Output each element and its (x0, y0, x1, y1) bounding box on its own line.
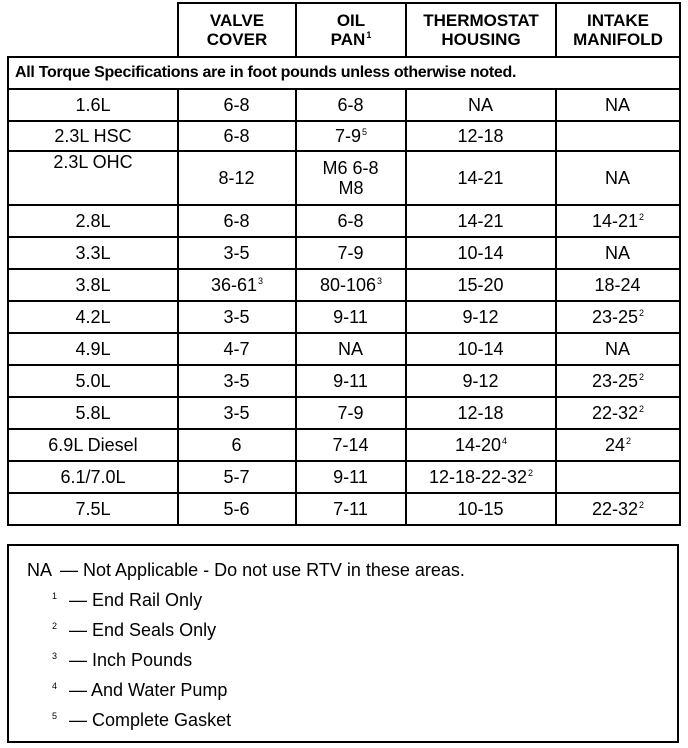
oil-pan-cell: $7-9^5$ (296, 121, 406, 151)
footnote-text: — End Seals Only (69, 620, 217, 640)
torque-table (7, 2, 681, 526)
footnote-symbol: NA (27, 560, 53, 580)
table-row (8, 333, 680, 365)
thermostat-cell: 10-15 (406, 493, 556, 525)
engine-cell: 3.8L (8, 269, 178, 301)
header-thermostat-housing: THERMOSTAT HOUSING (406, 3, 556, 57)
oil-pan-cell: 6-8 (296, 205, 406, 237)
footnote-text: — And Water Pump (69, 680, 228, 700)
intake-cell: $24^2$ (556, 429, 680, 461)
intake-cell: $23-25^2$ (556, 365, 680, 397)
footnote-item: $^5$ — Complete Gasket (52, 710, 232, 730)
valve-cover-cell: 3-5 (178, 237, 296, 269)
header-intake-manifold: INTAKE MANIFOLD (556, 3, 680, 57)
intake-cell: NA (556, 89, 680, 121)
table-row (8, 493, 680, 525)
intake-cell (556, 121, 680, 151)
header-row (8, 3, 680, 57)
valve-cover-cell: 6-8 (178, 89, 296, 121)
footnote-item: $^2$ — End Seals Only (52, 620, 217, 640)
engine-cell: 2.3L OHC (8, 151, 178, 205)
footnote-text: — Not Applicable - Do not use RTV in these areas. (60, 560, 465, 580)
thermostat-cell: 12-18 (406, 397, 556, 429)
oil-pan-cell: NA (296, 333, 406, 365)
footnote-text: — Inch Pounds (69, 650, 193, 670)
thermostat-cell: 15-20 (406, 269, 556, 301)
table-row (8, 461, 680, 493)
valve-cover-cell: 3-5 (178, 397, 296, 429)
footnotes (7, 544, 679, 743)
thermostat-cell: 10-14 (406, 237, 556, 269)
intake-cell: NA (556, 333, 680, 365)
thermostat-cell: 9-12 (406, 301, 556, 333)
intake-cell: NA (556, 151, 680, 205)
thermostat-cell: 10-14 (406, 333, 556, 365)
header-valve-cover: VALVE COVER (178, 3, 296, 57)
valve-cover-cell: 6-8 (178, 121, 296, 151)
oil-pan-cell: 7-14 (296, 429, 406, 461)
thermostat-cell: 14-21 (406, 151, 556, 205)
oil-pan-cell: 7-11 (296, 493, 406, 525)
engine-cell: 5.8L (8, 397, 178, 429)
engine-cell: 2.8L (8, 205, 178, 237)
header-blank (8, 3, 178, 57)
oil-pan-cell: 6-8 (296, 89, 406, 121)
footnote-item: $^1$ — End Rail Only (52, 590, 203, 610)
table-row (8, 429, 680, 461)
footnote-text: — End Rail Only (69, 590, 203, 610)
header-oil-pan: OIL PAN$^1$ (296, 3, 406, 57)
valve-cover-cell: 5-6 (178, 493, 296, 525)
engine-cell: 5.0L (8, 365, 178, 397)
table-row (8, 237, 680, 269)
intake-cell: NA (556, 237, 680, 269)
table-row (8, 365, 680, 397)
footnote-item: $^4$ — And Water Pump (52, 680, 228, 700)
engine-cell: 6.9L Diesel (8, 429, 178, 461)
oil-pan-cell: M6 6-8 M8 (296, 151, 406, 205)
footnote-item (27, 560, 465, 581)
intake-cell: $14-21^2$ (556, 205, 680, 237)
oil-pan-cell: 9-11 (296, 365, 406, 397)
thermostat-cell: $12-18-22-32^2$ (406, 461, 556, 493)
oil-pan-cell: $80-106^3$ (296, 269, 406, 301)
oil-pan-cell: 7-9 (296, 237, 406, 269)
valve-cover-cell: 6 (178, 429, 296, 461)
table-row (8, 301, 680, 333)
thermostat-cell: $14-20^4$ (406, 429, 556, 461)
table-row (8, 205, 680, 237)
engine-cell: 6.1/7.0L (8, 461, 178, 493)
intake-cell: 18-24 (556, 269, 680, 301)
intake-cell: $22-32^2$ (556, 397, 680, 429)
engine-cell: 7.5L (8, 493, 178, 525)
table-row (8, 269, 680, 301)
engine-cell: 3.3L (8, 237, 178, 269)
intake-cell (556, 461, 680, 493)
intake-cell: $22-32^2$ (556, 493, 680, 525)
valve-cover-cell: 3-5 (178, 365, 296, 397)
note-row (8, 57, 680, 89)
table-row (8, 151, 680, 205)
table-row (8, 397, 680, 429)
valve-cover-cell: 5-7 (178, 461, 296, 493)
engine-cell: 4.2L (8, 301, 178, 333)
table-row (8, 121, 680, 151)
valve-cover-cell: 4-7 (178, 333, 296, 365)
intake-cell: $23-25^2$ (556, 301, 680, 333)
oil-pan-cell: 9-11 (296, 461, 406, 493)
thermostat-cell: 9-12 (406, 365, 556, 397)
thermostat-cell: 14-21 (406, 205, 556, 237)
engine-cell: 2.3L HSC (8, 121, 178, 151)
table-row (8, 89, 680, 121)
engine-cell: 4.9L (8, 333, 178, 365)
oil-pan-cell: 9-11 (296, 301, 406, 333)
footnote-text: — Complete Gasket (69, 710, 232, 730)
units-note: All Torque Specifications are in foot pounds unless otherwise noted. (8, 57, 680, 89)
oil-pan-cell: 7-9 (296, 397, 406, 429)
valve-cover-cell: 6-8 (178, 205, 296, 237)
valve-cover-cell: 3-5 (178, 301, 296, 333)
valve-cover-cell: 8-12 (178, 151, 296, 205)
valve-cover-cell: $36-61^3$ (178, 269, 296, 301)
thermostat-cell: NA (406, 89, 556, 121)
thermostat-cell: 12-18 (406, 121, 556, 151)
engine-cell: 1.6L (8, 89, 178, 121)
footnote-item: $^3$ — Inch Pounds (52, 650, 193, 670)
